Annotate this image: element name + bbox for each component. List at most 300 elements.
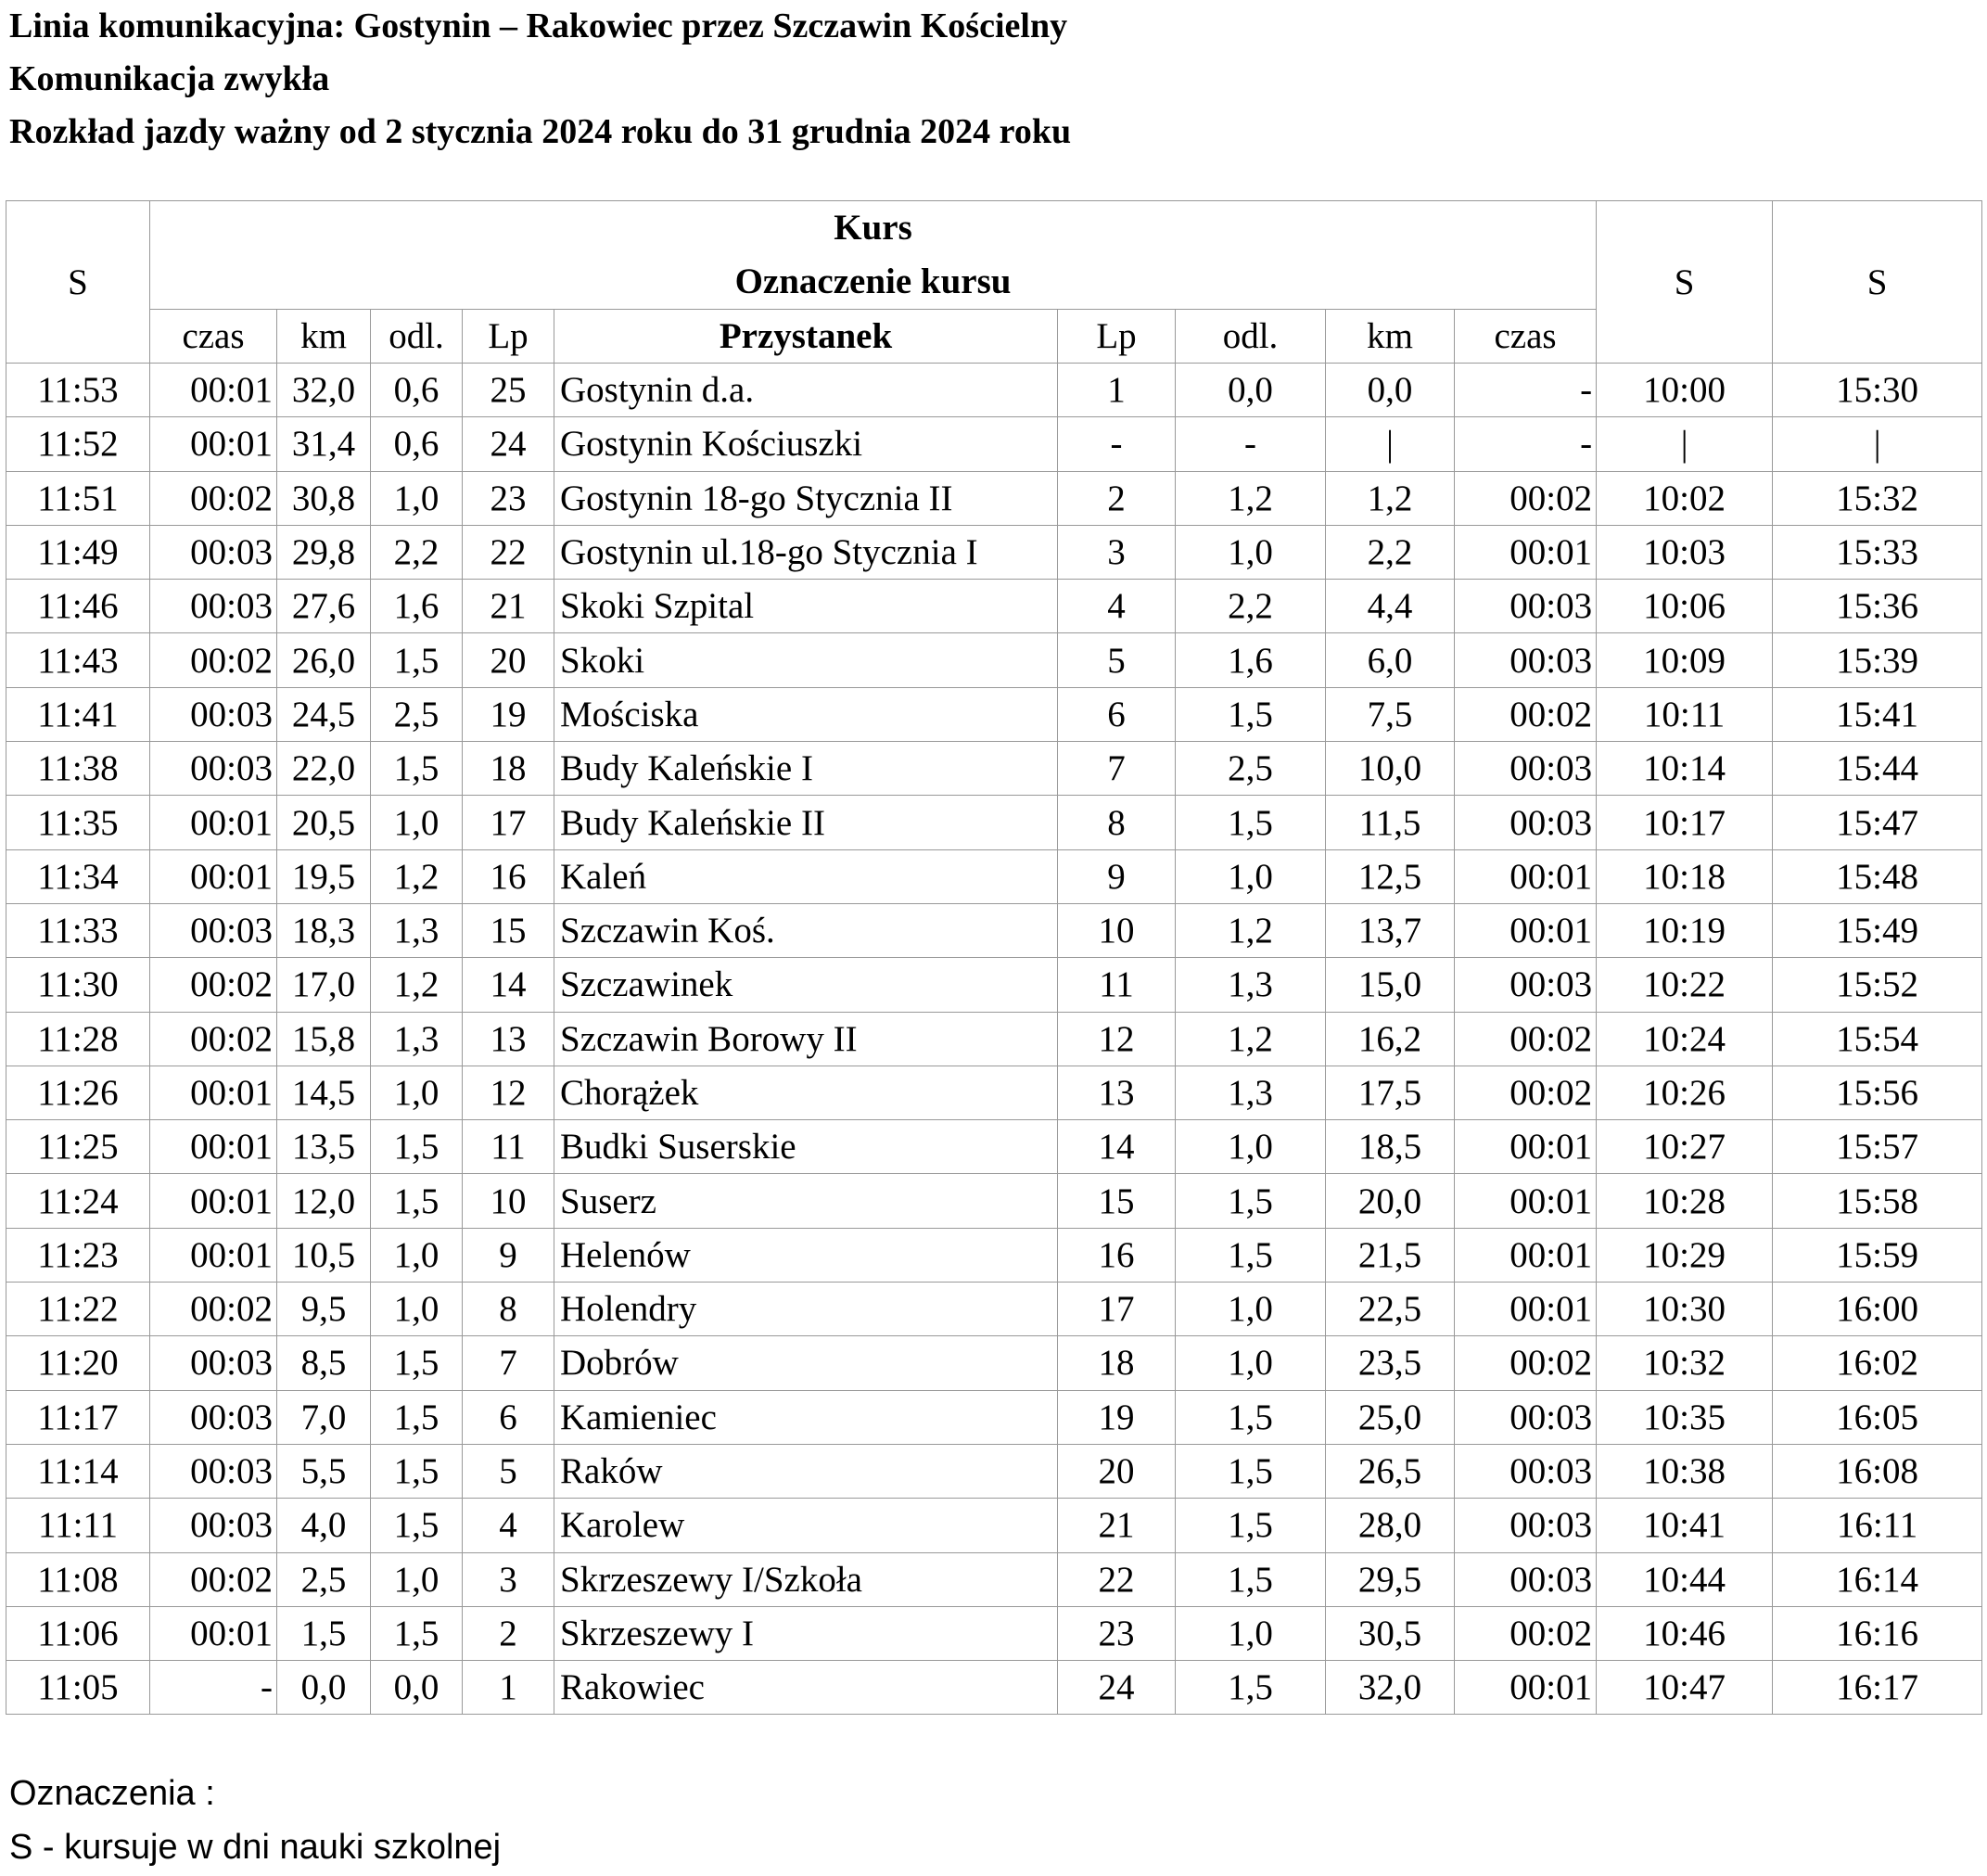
km-left: 14,5 (277, 1066, 371, 1119)
lp-right: 10 (1058, 903, 1176, 957)
line-title: Linia komunikacyjna: Gostynin – Rakowiec przez Szczawin Kościelny (9, 6, 1068, 45)
column-header-odl-right: odl. (1176, 310, 1326, 364)
km-left: 15,8 (277, 1012, 371, 1066)
stop-name: Budy Kaleńskie II (554, 796, 1058, 849)
km-left: 7,0 (277, 1390, 371, 1444)
validity-period: Rozkład jazdy ważny od 2 stycznia 2024 roku do 31 grudnia 2024 roku (9, 112, 1072, 151)
table-row (6, 471, 1982, 525)
czas-right: 00:03 (1455, 796, 1597, 849)
czas-right: 00:03 (1455, 1444, 1597, 1498)
km-right: 0,0 (1326, 364, 1455, 417)
column-header-lp-right: Lp (1058, 310, 1176, 364)
table-row (6, 1066, 1982, 1119)
departure-s-right-2: 15:32 (1773, 471, 1982, 525)
km-right: 12,5 (1326, 849, 1455, 903)
odl-right: - (1176, 417, 1326, 471)
odl-left: 0,6 (371, 417, 463, 471)
odl-left: 1,5 (371, 1499, 463, 1552)
departure-s-right-1: 10:41 (1597, 1499, 1773, 1552)
departure-s-right-1: 10:38 (1597, 1444, 1773, 1498)
km-left: 9,5 (277, 1283, 371, 1336)
lp-right: 12 (1058, 1012, 1176, 1066)
lp-left: 7 (463, 1336, 554, 1390)
km-left: 18,3 (277, 903, 371, 957)
km-right: 22,5 (1326, 1283, 1455, 1336)
czas-right: 00:02 (1455, 1066, 1597, 1119)
czas-left: 00:02 (150, 633, 277, 687)
table-row (6, 1444, 1982, 1498)
lp-left: 24 (463, 417, 554, 471)
odl-left: 1,5 (371, 742, 463, 796)
odl-right: 1,5 (1176, 1228, 1326, 1282)
km-left: 0,0 (277, 1661, 371, 1715)
table-row (6, 1120, 1982, 1174)
departure-s-right-2: 16:08 (1773, 1444, 1982, 1498)
odl-left: 1,0 (371, 1283, 463, 1336)
departure-s-right-2: 16:00 (1773, 1283, 1982, 1336)
czas-left: 00:03 (150, 1444, 277, 1498)
kurs-label: Kurs (834, 208, 912, 248)
departure-s-left: 11:43 (6, 633, 150, 687)
km-right: 32,0 (1326, 1661, 1455, 1715)
departure-s-right-2: 16:16 (1773, 1606, 1982, 1660)
lp-right: 13 (1058, 1066, 1176, 1119)
odl-left: 1,6 (371, 580, 463, 633)
departure-s-right-1: 10:44 (1597, 1552, 1773, 1606)
odl-left: 0,0 (371, 1661, 463, 1715)
km-right: 15,0 (1326, 958, 1455, 1012)
czas-left: - (150, 1661, 277, 1715)
table-row (6, 849, 1982, 903)
departure-s-right-1: 10:46 (1597, 1606, 1773, 1660)
departure-s-right-2: 16:05 (1773, 1390, 1982, 1444)
odl-left: 1,5 (371, 1390, 463, 1444)
czas-left: 00:01 (150, 1228, 277, 1282)
km-left: 5,5 (277, 1444, 371, 1498)
odl-left: 1,5 (371, 1120, 463, 1174)
czas-left: 00:01 (150, 1606, 277, 1660)
czas-left: 00:01 (150, 849, 277, 903)
czas-left: 00:01 (150, 1174, 277, 1228)
odl-right: 1,0 (1176, 849, 1326, 903)
stop-name: Skoki (554, 633, 1058, 687)
departure-s-left: 11:49 (6, 525, 150, 579)
table-row (6, 1606, 1982, 1660)
stop-name: Kaleń (554, 849, 1058, 903)
lp-left: 9 (463, 1228, 554, 1282)
odl-left: 1,5 (371, 1444, 463, 1498)
km-left: 20,5 (277, 796, 371, 849)
odl-left: 2,5 (371, 687, 463, 741)
departure-s-right-1: 10:24 (1597, 1012, 1773, 1066)
departure-s-left: 11:17 (6, 1390, 150, 1444)
departure-s-right-1: 10:19 (1597, 903, 1773, 957)
departure-s-left: 11:33 (6, 903, 150, 957)
departure-s-right-2: 16:14 (1773, 1552, 1982, 1606)
stop-name: Mościska (554, 687, 1058, 741)
czas-left: 00:03 (150, 903, 277, 957)
lp-right: 19 (1058, 1390, 1176, 1444)
lp-right: 23 (1058, 1606, 1176, 1660)
table-row (6, 1661, 1982, 1715)
odl-right: 1,6 (1176, 633, 1326, 687)
czas-right: 00:03 (1455, 1499, 1597, 1552)
lp-right: 18 (1058, 1336, 1176, 1390)
km-right: 25,0 (1326, 1390, 1455, 1444)
odl-right: 1,0 (1176, 1336, 1326, 1390)
column-header-s-left: S (6, 201, 150, 364)
timetable-header (9, 0, 1071, 159)
odl-left: 1,5 (371, 1336, 463, 1390)
czas-left: 00:03 (150, 1336, 277, 1390)
km-left: 12,0 (277, 1174, 371, 1228)
departure-s-right-1: 10:03 (1597, 525, 1773, 579)
departure-s-right-1: 10:35 (1597, 1390, 1773, 1444)
czas-right: 00:02 (1455, 1606, 1597, 1660)
odl-right: 1,2 (1176, 903, 1326, 957)
timetable (6, 200, 1982, 1715)
lp-right: 20 (1058, 1444, 1176, 1498)
stop-name: Rakowiec (554, 1661, 1058, 1715)
lp-left: 15 (463, 903, 554, 957)
czas-right: 00:03 (1455, 633, 1597, 687)
lp-right: 4 (1058, 580, 1176, 633)
departure-s-right-1: | (1597, 417, 1773, 471)
km-right: 17,5 (1326, 1066, 1455, 1119)
lp-left: 1 (463, 1661, 554, 1715)
departure-s-left: 11:11 (6, 1499, 150, 1552)
czas-right: 00:03 (1455, 1390, 1597, 1444)
odl-right: 1,0 (1176, 1120, 1326, 1174)
czas-right: 00:01 (1455, 1174, 1597, 1228)
lp-left: 20 (463, 633, 554, 687)
km-left: 13,5 (277, 1120, 371, 1174)
czas-right: 00:03 (1455, 580, 1597, 633)
czas-left: 00:01 (150, 417, 277, 471)
stop-name: Helenów (554, 1228, 1058, 1282)
odl-left: 1,0 (371, 1066, 463, 1119)
km-right: 11,5 (1326, 796, 1455, 849)
service-type: Komunikacja zwykła (9, 59, 330, 98)
czas-left: 00:03 (150, 1390, 277, 1444)
departure-s-right-2: 15:33 (1773, 525, 1982, 579)
departure-s-right-2: 15:52 (1773, 958, 1982, 1012)
stop-name: Skoki Szpital (554, 580, 1058, 633)
km-right: 21,5 (1326, 1228, 1455, 1282)
km-left: 4,0 (277, 1499, 371, 1552)
lp-left: 21 (463, 580, 554, 633)
departure-s-left: 11:25 (6, 1120, 150, 1174)
legend-title: Oznaczenia : (9, 1774, 215, 1813)
table-row (6, 796, 1982, 849)
table-row (6, 1336, 1982, 1390)
stop-name: Gostynin ul.18-go Stycznia I (554, 525, 1058, 579)
czas-right: 00:03 (1455, 958, 1597, 1012)
czas-left: 00:02 (150, 1552, 277, 1606)
departure-s-left: 11:06 (6, 1606, 150, 1660)
stop-name: Gostynin Kościuszki (554, 417, 1058, 471)
departure-s-right-2: 16:11 (1773, 1499, 1982, 1552)
lp-left: 10 (463, 1174, 554, 1228)
odl-left: 1,5 (371, 1606, 463, 1660)
odl-left: 1,2 (371, 849, 463, 903)
lp-right: 14 (1058, 1120, 1176, 1174)
column-header-s-right-1: S (1597, 201, 1773, 364)
table-row (6, 1552, 1982, 1606)
km-right: 18,5 (1326, 1120, 1455, 1174)
lp-left: 23 (463, 471, 554, 525)
km-right: 1,2 (1326, 471, 1455, 525)
km-right: 13,7 (1326, 903, 1455, 957)
stop-name: Budy Kaleńskie I (554, 742, 1058, 796)
lp-left: 5 (463, 1444, 554, 1498)
departure-s-left: 11:22 (6, 1283, 150, 1336)
czas-left: 00:02 (150, 471, 277, 525)
departure-s-right-1: 10:14 (1597, 742, 1773, 796)
departure-s-right-1: 10:02 (1597, 471, 1773, 525)
column-header-km-left: km (277, 310, 371, 364)
czas-right: 00:03 (1455, 1552, 1597, 1606)
table-row (6, 903, 1982, 957)
odl-right: 1,5 (1176, 687, 1326, 741)
odl-right: 2,2 (1176, 580, 1326, 633)
table-row (6, 1012, 1982, 1066)
lp-right: 8 (1058, 796, 1176, 849)
stop-name: Skrzeszewy I/Szkoła (554, 1552, 1058, 1606)
stop-name: Gostynin 18-go Stycznia II (554, 471, 1058, 525)
lp-right: 5 (1058, 633, 1176, 687)
departure-s-right-2: 15:49 (1773, 903, 1982, 957)
odl-left: 2,2 (371, 525, 463, 579)
odl-left: 1,0 (371, 471, 463, 525)
lp-left: 8 (463, 1283, 554, 1336)
lp-left: 14 (463, 958, 554, 1012)
departure-s-right-1: 10:18 (1597, 849, 1773, 903)
odl-right: 1,5 (1176, 1444, 1326, 1498)
departure-s-right-2: 15:36 (1773, 580, 1982, 633)
odl-left: 1,5 (371, 1174, 463, 1228)
departure-s-right-2: 15:48 (1773, 849, 1982, 903)
odl-left: 0,6 (371, 364, 463, 417)
odl-right: 1,2 (1176, 471, 1326, 525)
czas-right: 00:01 (1455, 849, 1597, 903)
czas-right: 00:02 (1455, 1336, 1597, 1390)
stop-name: Karolew (554, 1499, 1058, 1552)
odl-left: 1,2 (371, 958, 463, 1012)
departure-s-right-1: 10:32 (1597, 1336, 1773, 1390)
odl-left: 1,5 (371, 633, 463, 687)
column-header-czas-right: czas (1455, 310, 1597, 364)
departure-s-right-2: 16:17 (1773, 1661, 1982, 1715)
km-left: 17,0 (277, 958, 371, 1012)
czas-left: 00:02 (150, 1012, 277, 1066)
departure-s-right-1: 10:17 (1597, 796, 1773, 849)
lp-right: 22 (1058, 1552, 1176, 1606)
departure-s-right-2: 16:02 (1773, 1336, 1982, 1390)
table-row (6, 1499, 1982, 1552)
odl-left: 1,0 (371, 1228, 463, 1282)
departure-s-right-1: 10:09 (1597, 633, 1773, 687)
odl-right: 1,3 (1176, 1066, 1326, 1119)
km-right: 16,2 (1326, 1012, 1455, 1066)
czas-left: 00:03 (150, 1499, 277, 1552)
stop-name: Kamieniec (554, 1390, 1058, 1444)
lp-left: 11 (463, 1120, 554, 1174)
table-row (6, 958, 1982, 1012)
odl-right: 1,5 (1176, 796, 1326, 849)
czas-left: 00:03 (150, 580, 277, 633)
czas-left: 00:01 (150, 796, 277, 849)
stop-name: Chorążek (554, 1066, 1058, 1119)
odl-right: 1,5 (1176, 1174, 1326, 1228)
km-left: 19,5 (277, 849, 371, 903)
odl-left: 1,3 (371, 1012, 463, 1066)
km-left: 29,8 (277, 525, 371, 579)
czas-left: 00:01 (150, 1066, 277, 1119)
km-left: 24,5 (277, 687, 371, 741)
czas-left: 00:03 (150, 525, 277, 579)
table-row (6, 580, 1982, 633)
lp-right: 9 (1058, 849, 1176, 903)
departure-s-left: 11:35 (6, 796, 150, 849)
column-header-odl-left: odl. (371, 310, 463, 364)
course-designation-label: Oznaczenie kursu (734, 262, 1012, 301)
column-header-s-right-2: S (1773, 201, 1982, 364)
departure-s-right-1: 10:26 (1597, 1066, 1773, 1119)
table-row (6, 742, 1982, 796)
odl-right: 1,5 (1176, 1390, 1326, 1444)
lp-right: 2 (1058, 471, 1176, 525)
km-right: 23,5 (1326, 1336, 1455, 1390)
czas-left: 00:02 (150, 958, 277, 1012)
czas-right: 00:03 (1455, 742, 1597, 796)
czas-left: 00:02 (150, 1283, 277, 1336)
departure-s-right-1: 10:11 (1597, 687, 1773, 741)
stop-name: Gostynin d.a. (554, 364, 1058, 417)
lp-left: 19 (463, 687, 554, 741)
lp-left: 25 (463, 364, 554, 417)
departure-s-left: 11:30 (6, 958, 150, 1012)
departure-s-left: 11:05 (6, 1661, 150, 1715)
lp-right: 15 (1058, 1174, 1176, 1228)
column-header-km-right: km (1326, 310, 1455, 364)
departure-s-right-2: | (1773, 417, 1982, 471)
departure-s-left: 11:34 (6, 849, 150, 903)
lp-right: 24 (1058, 1661, 1176, 1715)
km-right: | (1326, 417, 1455, 471)
departure-s-right-1: 10:29 (1597, 1228, 1773, 1282)
course-header (150, 201, 1597, 310)
km-right: 4,4 (1326, 580, 1455, 633)
czas-right: 00:01 (1455, 1228, 1597, 1282)
departure-s-left: 11:46 (6, 580, 150, 633)
km-right: 26,5 (1326, 1444, 1455, 1498)
lp-left: 17 (463, 796, 554, 849)
odl-right: 2,5 (1176, 742, 1326, 796)
km-right: 20,0 (1326, 1174, 1455, 1228)
departure-s-right-1: 10:00 (1597, 364, 1773, 417)
timetable-body (6, 364, 1982, 1715)
departure-s-right-1: 10:30 (1597, 1283, 1773, 1336)
odl-right: 1,5 (1176, 1661, 1326, 1715)
km-left: 26,0 (277, 633, 371, 687)
czas-right: 00:02 (1455, 1012, 1597, 1066)
odl-right: 1,0 (1176, 525, 1326, 579)
legend-item-s: S - kursuje w dni nauki szkolnej (9, 1828, 502, 1867)
lp-right: 16 (1058, 1228, 1176, 1282)
km-right: 28,0 (1326, 1499, 1455, 1552)
km-right: 6,0 (1326, 633, 1455, 687)
departure-s-right-2: 15:58 (1773, 1174, 1982, 1228)
km-left: 22,0 (277, 742, 371, 796)
lp-left: 2 (463, 1606, 554, 1660)
departure-s-right-2: 15:54 (1773, 1012, 1982, 1066)
czas-right: 00:01 (1455, 1283, 1597, 1336)
stop-name: Suserz (554, 1174, 1058, 1228)
lp-right: 6 (1058, 687, 1176, 741)
departure-s-right-1: 10:28 (1597, 1174, 1773, 1228)
czas-left: 00:03 (150, 742, 277, 796)
lp-right: - (1058, 417, 1176, 471)
departure-s-right-1: 10:06 (1597, 580, 1773, 633)
odl-right: 1,3 (1176, 958, 1326, 1012)
km-left: 30,8 (277, 471, 371, 525)
table-row (6, 1283, 1982, 1336)
km-right: 10,0 (1326, 742, 1455, 796)
czas-right: 00:01 (1455, 1661, 1597, 1715)
odl-right: 1,2 (1176, 1012, 1326, 1066)
lp-left: 22 (463, 525, 554, 579)
odl-right: 0,0 (1176, 364, 1326, 417)
odl-right: 1,0 (1176, 1283, 1326, 1336)
lp-right: 21 (1058, 1499, 1176, 1552)
departure-s-left: 11:24 (6, 1174, 150, 1228)
km-right: 30,5 (1326, 1606, 1455, 1660)
czas-left: 00:03 (150, 687, 277, 741)
column-header-stop: Przystanek (554, 310, 1058, 364)
lp-right: 3 (1058, 525, 1176, 579)
departure-s-left: 11:38 (6, 742, 150, 796)
departure-s-left: 11:41 (6, 687, 150, 741)
stop-name: Skrzeszewy I (554, 1606, 1058, 1660)
czas-right: 00:01 (1455, 525, 1597, 579)
column-header-lp-left: Lp (463, 310, 554, 364)
lp-left: 4 (463, 1499, 554, 1552)
departure-s-left: 11:53 (6, 364, 150, 417)
km-left: 2,5 (277, 1552, 371, 1606)
stop-name: Budki Suserskie (554, 1120, 1058, 1174)
czas-left: 00:01 (150, 364, 277, 417)
km-right: 29,5 (1326, 1552, 1455, 1606)
departure-s-right-2: 15:39 (1773, 633, 1982, 687)
czas-right: 00:02 (1455, 471, 1597, 525)
lp-left: 12 (463, 1066, 554, 1119)
km-left: 8,5 (277, 1336, 371, 1390)
odl-left: 1,0 (371, 1552, 463, 1606)
odl-right: 1,0 (1176, 1606, 1326, 1660)
czas-right: - (1455, 364, 1597, 417)
table-row (6, 417, 1982, 471)
legend (9, 1767, 501, 1874)
table-row (6, 687, 1982, 741)
departure-s-right-2: 15:56 (1773, 1066, 1982, 1119)
czas-right: 00:02 (1455, 687, 1597, 741)
czas-right: - (1455, 417, 1597, 471)
table-row (6, 1228, 1982, 1282)
stop-name: Dobrów (554, 1336, 1058, 1390)
departure-s-left: 11:08 (6, 1552, 150, 1606)
departure-s-right-1: 10:47 (1597, 1661, 1773, 1715)
